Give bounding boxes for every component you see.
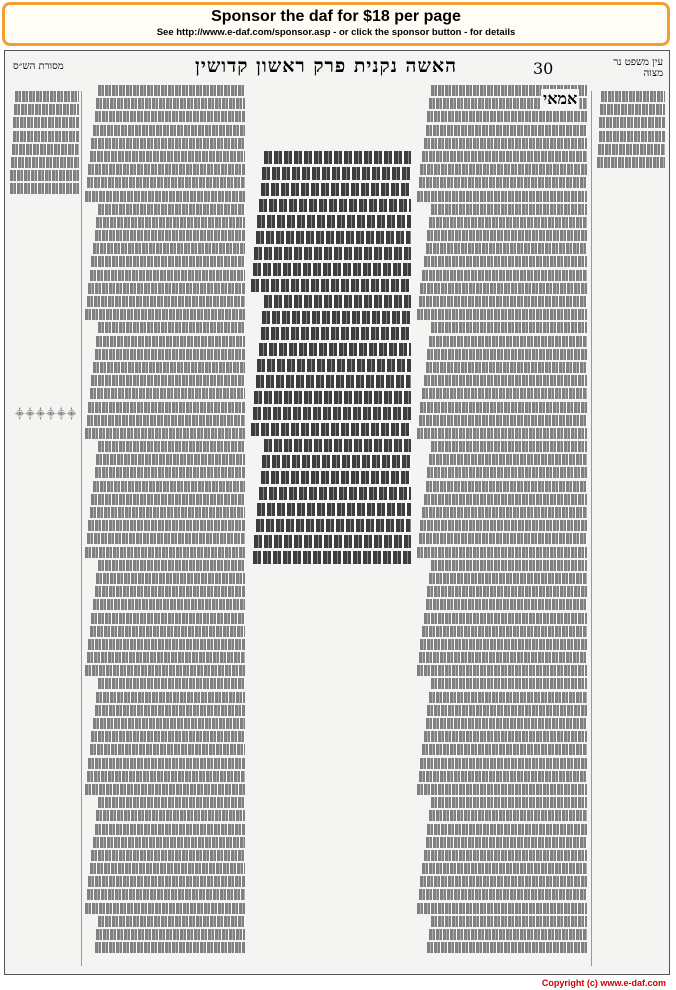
text-line [422,744,587,755]
text-line [426,481,588,492]
text-line [251,279,411,292]
text-line [91,138,245,149]
text-line [417,547,587,558]
text-line [427,942,587,953]
text-line [98,85,245,96]
text-line [417,903,587,914]
text-line [98,916,245,927]
text-line [598,144,665,155]
left-margin-notes [9,91,79,971]
text-line [257,215,411,228]
text-line [431,678,587,689]
text-line [256,231,411,244]
text-line [96,336,245,347]
text-line [420,283,587,294]
text-line [257,359,411,372]
ein-mishpat-label: עין משפט נר מצוה [613,57,663,79]
text-line [87,533,245,544]
banner-title: Sponsor the daf for $18 per page [211,8,461,25]
text-line [95,824,245,835]
text-line [88,758,245,769]
text-line [259,199,411,212]
text-line [254,535,411,548]
text-line [96,454,245,465]
text-line [599,131,666,142]
text-line [88,283,245,294]
text-line [88,402,245,413]
text-line [261,183,411,196]
text-line [424,850,587,861]
text-line [420,520,587,531]
text-line [420,402,587,413]
text-line [98,441,245,452]
text-line [96,98,245,109]
text-line [91,613,245,624]
text-line [15,91,79,102]
text-line [431,204,587,215]
text-line [90,744,245,755]
text-line [85,547,245,558]
tosafot-commentary [85,85,245,965]
text-line [85,191,245,202]
text-line [256,375,411,388]
text-line [95,942,245,953]
text-line [93,362,245,373]
page-number: 30 [533,59,554,78]
text-line [424,256,587,267]
text-line [88,164,245,175]
text-line [98,560,245,571]
text-line [426,718,588,729]
text-line [98,322,245,333]
text-line [87,415,245,426]
talmud-page [4,50,670,975]
text-line [85,309,245,320]
ornament: ⸎⸎⸎⸎⸎⸎ [15,410,78,420]
text-line [429,454,587,465]
text-line [95,111,245,122]
text-line [13,117,79,128]
text-line [95,705,245,716]
text-line [431,916,587,927]
text-line [93,125,245,136]
text-line [431,322,587,333]
text-line [93,481,245,492]
text-line [429,810,587,821]
text-line [262,311,411,324]
text-line [259,487,411,500]
text-line [90,270,245,281]
text-line [601,91,665,102]
text-line [427,705,587,716]
text-line [424,731,587,742]
text-line [429,217,587,228]
masoret-label: מסורת הש״ס [13,61,64,72]
text-line [426,599,588,610]
text-line [427,586,587,597]
text-line [264,439,411,452]
text-line [427,467,587,478]
text-line [253,407,411,420]
text-line [431,560,587,571]
text-line [91,731,245,742]
text-line [599,117,665,128]
text-line [12,144,79,155]
text-line [88,639,245,650]
text-line [426,837,588,848]
text-line [85,428,245,439]
text-line [422,626,587,637]
text-line [427,111,587,122]
text-line [93,837,245,848]
text-line [422,507,587,518]
text-line [95,349,245,360]
text-line [96,217,245,228]
text-line [85,903,245,914]
text-line [424,375,587,386]
text-line [426,125,588,136]
text-line [95,586,245,597]
text-line [264,151,411,164]
text-line [91,375,245,386]
text-line [90,151,245,162]
text-line [419,889,587,900]
text-line [90,863,245,874]
opening-word: אמאי [543,89,578,108]
text-line [253,551,411,564]
text-line [93,718,245,729]
text-line [85,665,245,676]
text-line [600,104,665,115]
text-line [422,388,587,399]
text-line [98,204,245,215]
text-line [11,157,79,168]
text-line [417,191,587,202]
text-line [98,797,245,808]
text-line [91,850,245,861]
text-line [419,177,587,188]
gemara-text [251,151,411,581]
text-line [427,230,587,241]
text-line [424,613,587,624]
text-line [262,167,411,180]
right-margin-notes [595,91,665,971]
text-line [96,573,245,584]
text-line [91,256,245,267]
text-line [429,692,587,703]
text-line [98,678,245,689]
text-line [417,665,587,676]
text-line [419,652,587,663]
text-line [424,494,587,505]
text-line [262,455,411,468]
text-line [251,423,411,436]
text-line [91,494,245,505]
text-line [419,533,587,544]
text-line [429,336,587,347]
text-line [95,230,245,241]
copyright-notice[interactable]: Copyright (c) www.e-daf.com [541,978,666,988]
text-line [87,296,245,307]
text-line [417,784,587,795]
text-line [419,296,587,307]
text-line [90,626,245,637]
text-line [422,863,587,874]
text-line [419,415,587,426]
text-line [420,876,587,887]
text-line [10,170,79,181]
text-line [96,692,245,703]
text-line [87,889,245,900]
text-line [420,164,587,175]
banner-subtitle[interactable]: See http://www.e-daf.com/sponsor.asp - or click the sponsor button - for details [156,27,516,38]
rashi-commentary [417,85,587,965]
text-line [85,784,245,795]
text-line [422,270,587,281]
text-line [253,263,411,276]
page-title: האשה נקנית פרק ראשון קדושין [195,55,458,77]
sponsor-banner[interactable] [2,2,670,46]
text-line [87,652,245,663]
text-line [256,519,411,532]
text-line [93,243,245,254]
text-line [431,441,587,452]
text-line [87,771,245,782]
text-line [90,507,245,518]
text-line [429,573,587,584]
text-line [431,797,587,808]
text-line [429,929,587,940]
text-line [420,758,587,769]
text-line [424,138,587,149]
text-line [10,183,79,194]
text-line [261,327,411,340]
text-line [427,349,587,360]
text-line [96,929,245,940]
column-divider [591,91,592,966]
text-line [13,131,80,142]
text-line [87,177,245,188]
text-line [88,520,245,531]
text-line [422,151,587,162]
text-line [419,771,587,782]
text-line [426,362,588,373]
text-line [93,599,245,610]
text-line [95,467,245,478]
text-line [259,343,411,356]
text-line [88,876,245,887]
text-line [427,824,587,835]
text-line [426,243,588,254]
text-line [14,104,79,115]
text-line [261,471,411,484]
text-line [417,428,587,439]
text-line [254,391,411,404]
text-line [90,388,245,399]
text-line [264,295,411,308]
text-line [254,247,411,260]
text-line [96,810,245,821]
text-line [597,157,665,168]
text-line [257,503,411,516]
text-line [420,639,587,650]
column-divider [81,91,82,966]
text-line [417,309,587,320]
